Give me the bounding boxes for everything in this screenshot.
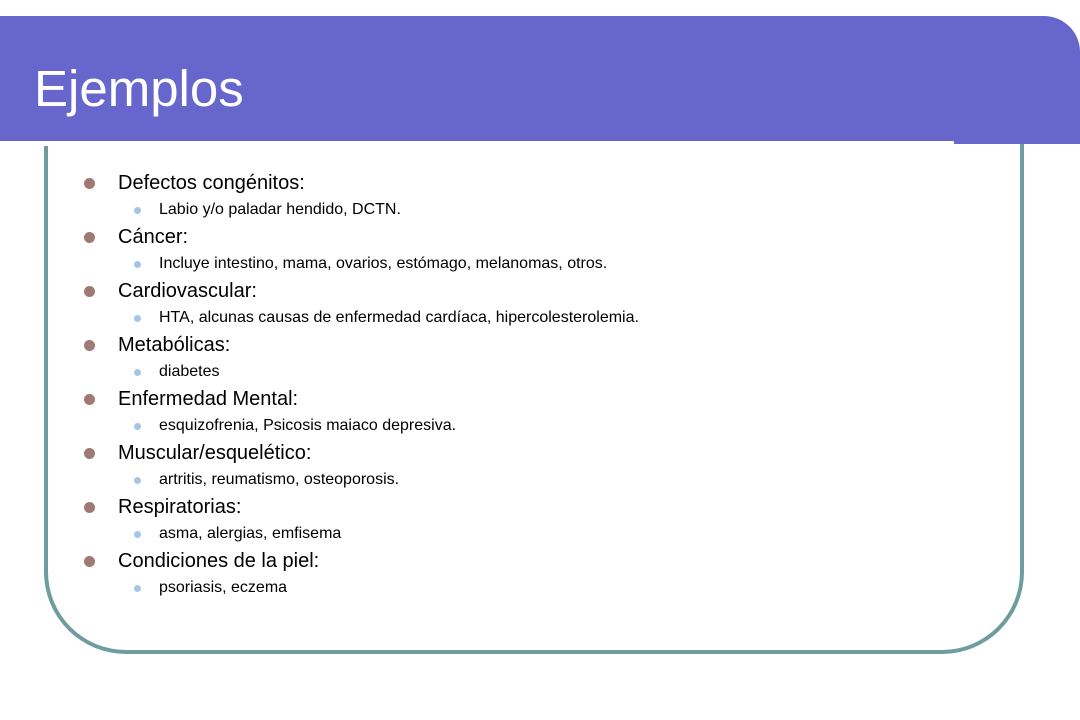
bullet-dot-icon	[84, 340, 95, 351]
bullet-label: Cardiovascular:	[118, 280, 257, 302]
bullet-label: Enfermedad Mental:	[118, 388, 299, 410]
bullet-dot-icon	[84, 394, 95, 405]
bullet-dot-icon	[84, 448, 95, 459]
sub-bullet-dot-icon	[134, 477, 141, 484]
sub-bullet-label: diabetes	[159, 363, 220, 380]
sub-bullet-label: asma, alergias, emfisema	[159, 525, 342, 542]
title-bar	[0, 16, 1080, 144]
bullet-dot-icon	[84, 286, 95, 297]
sub-bullet-label: esquizofrenia, Psicosis maiaco depresiva.	[159, 417, 457, 434]
sub-bullet-label: Labio y/o paladar hendido, DCTN.	[159, 201, 401, 218]
bullet-dot-icon	[84, 502, 95, 513]
sub-bullet-item	[84, 198, 639, 222]
bullet-item	[84, 546, 639, 576]
slide-title: Ejemplos	[34, 60, 244, 117]
sub-bullet-item	[84, 576, 639, 600]
sub-bullet-dot-icon	[134, 315, 141, 322]
bullet-label: Metabólicas:	[118, 334, 231, 356]
bullet-dot-icon	[84, 556, 95, 567]
bullet-label: Respiratorias:	[118, 496, 242, 518]
sub-bullet-dot-icon	[134, 585, 141, 592]
bullet-dot-icon	[84, 178, 95, 189]
bullet-label: Defectos congénitos:	[118, 172, 305, 194]
sub-bullet-dot-icon	[134, 261, 141, 268]
title-underline	[0, 141, 954, 146]
sub-bullet-item	[84, 522, 639, 546]
sub-bullet-item	[84, 252, 639, 276]
sub-bullet-label: HTA, alcunas causas de enfermedad cardíaca, hipercolesterolemia.	[159, 309, 639, 326]
sub-bullet-item	[84, 306, 639, 330]
sub-bullet-dot-icon	[134, 369, 141, 376]
bullet-item	[84, 222, 639, 252]
sub-bullet-dot-icon	[134, 531, 141, 538]
bullet-item	[84, 276, 639, 306]
bullet-label: Condiciones de la piel:	[118, 550, 320, 572]
bullet-list	[84, 168, 639, 600]
sub-bullet-item	[84, 360, 639, 384]
bullet-label: Muscular/esquelético:	[118, 442, 312, 464]
sub-bullet-label: artritis, reumatismo, osteoporosis.	[159, 471, 400, 488]
bullet-item	[84, 492, 639, 522]
bullet-item	[84, 384, 639, 414]
sub-bullet-dot-icon	[134, 423, 141, 430]
bullet-item	[84, 438, 639, 468]
bullet-dot-icon	[84, 232, 95, 243]
sub-bullet-label: psoriasis, eczema	[159, 579, 288, 596]
bullet-label: Cáncer:	[118, 226, 189, 248]
sub-bullet-item	[84, 414, 639, 438]
sub-bullet-dot-icon	[134, 207, 141, 214]
bullet-item	[84, 168, 639, 198]
sub-bullet-label: Incluye intestino, mama, ovarios, estómago, melanomas, otros.	[159, 255, 608, 272]
sub-bullet-item	[84, 468, 639, 492]
bullet-item	[84, 330, 639, 360]
